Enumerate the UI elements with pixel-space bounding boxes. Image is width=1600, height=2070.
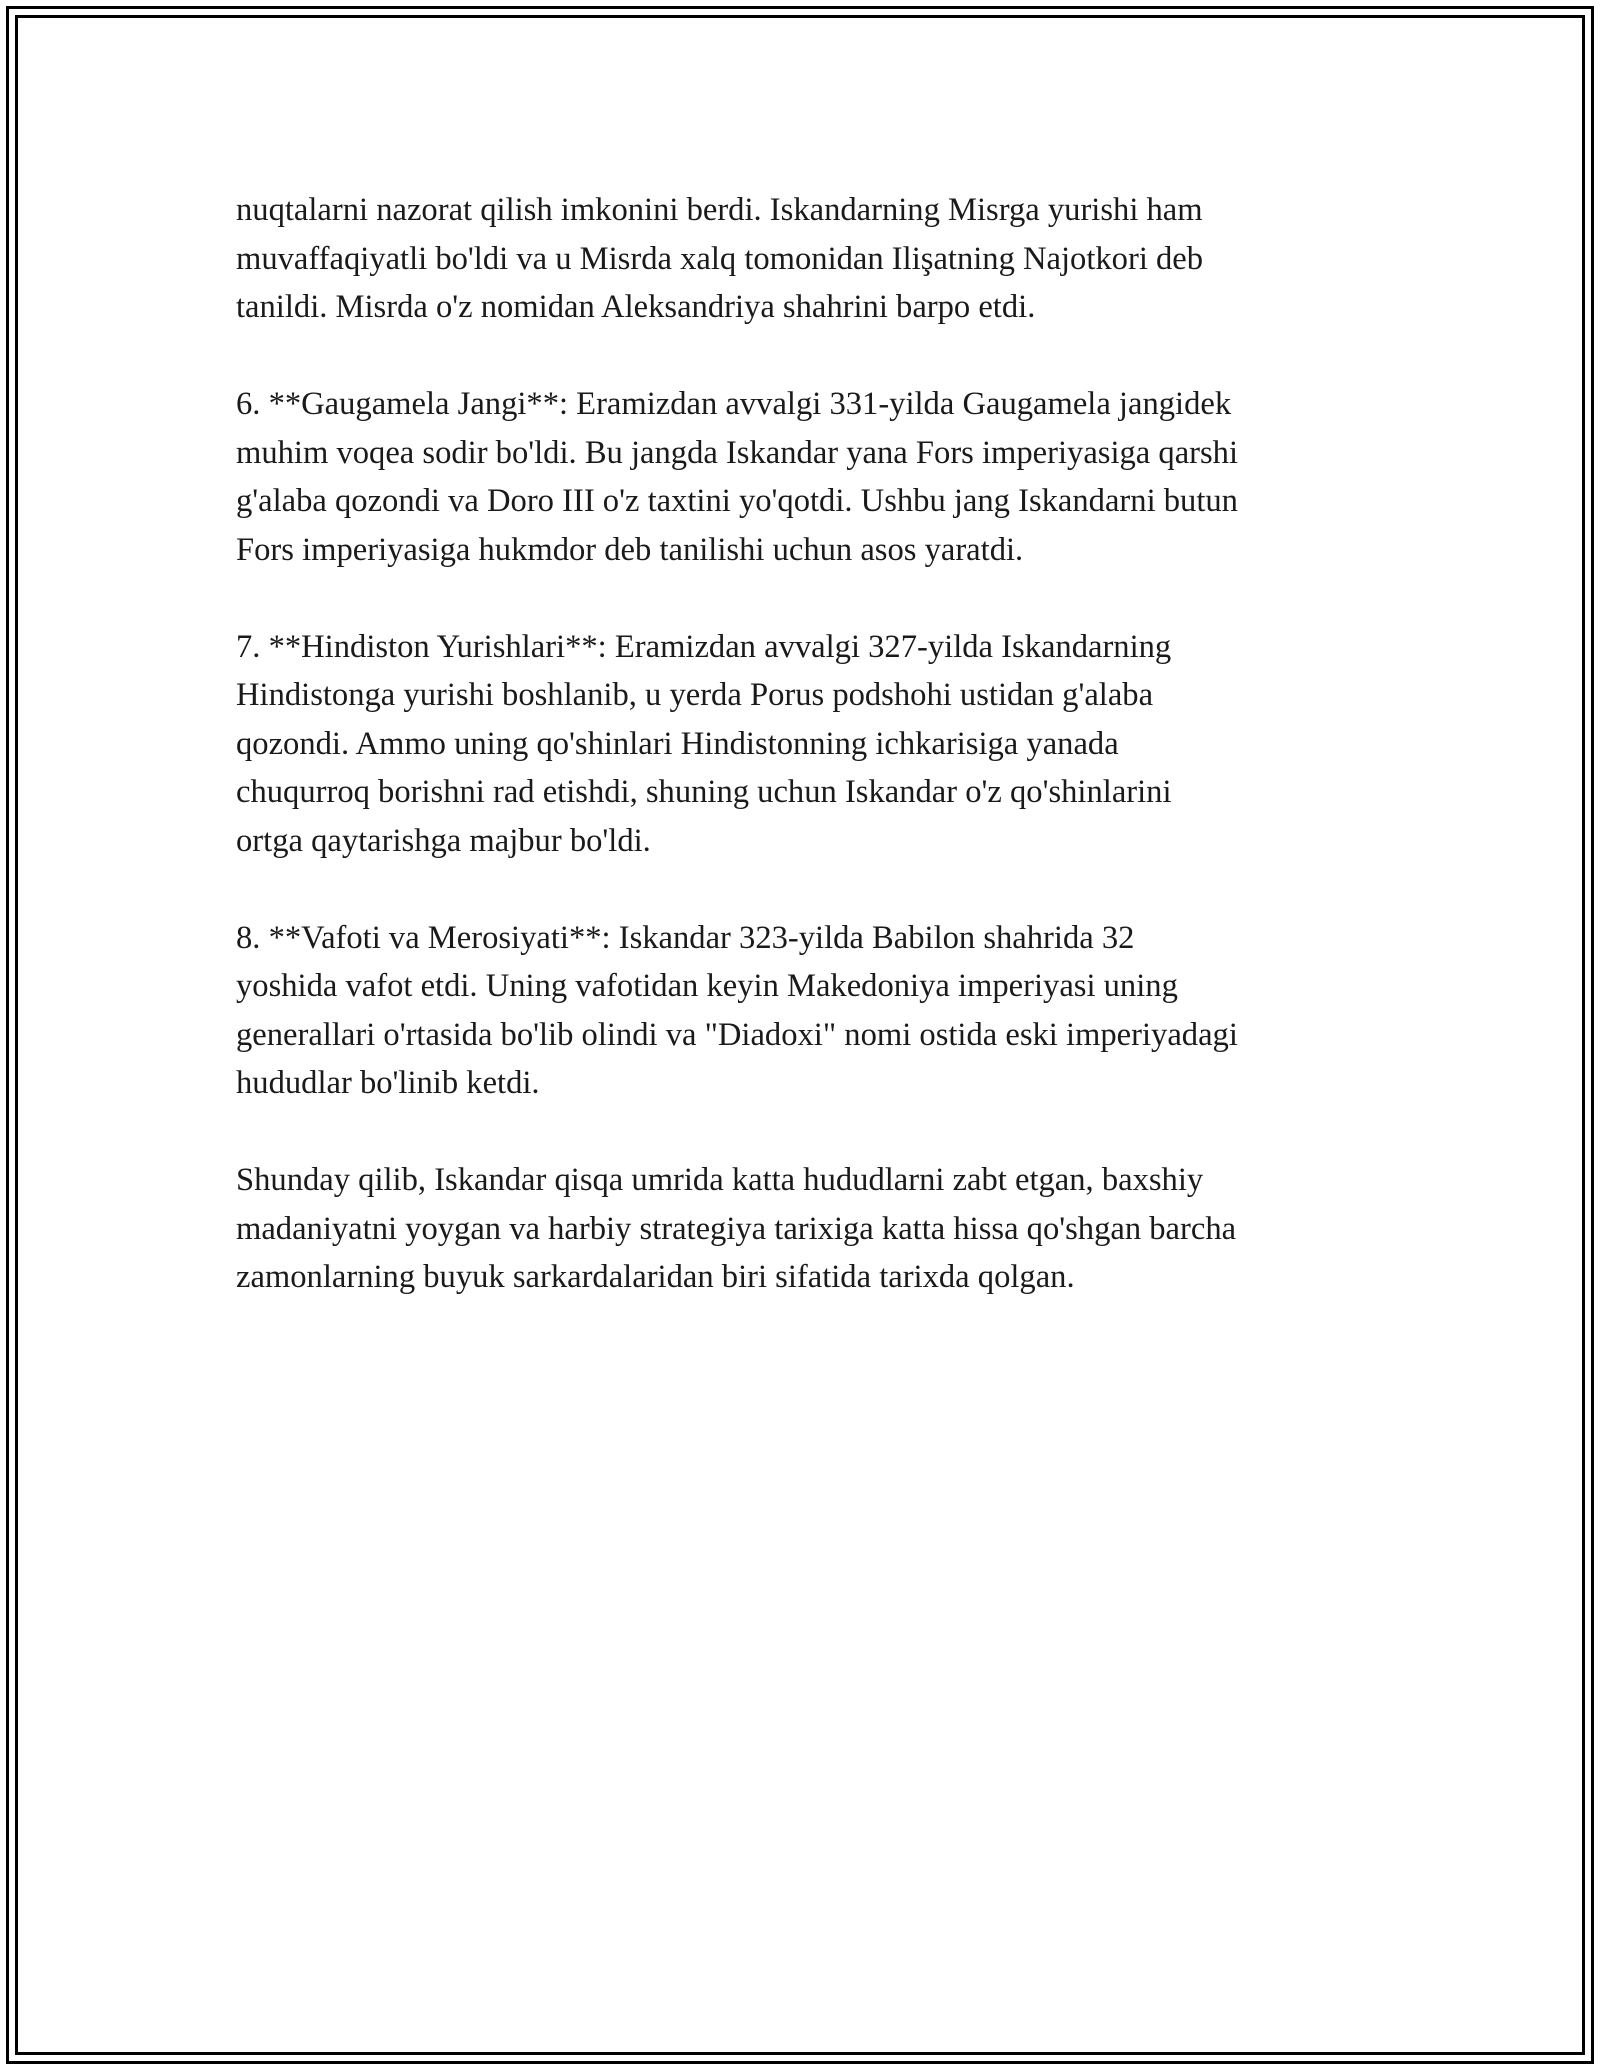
paragraph-legacy [236, 914, 1376, 1108]
text-line: 8. **Vafoti va Merosiyati**: Iskandar 323-yilda Babilon shahrida 32 [236, 919, 1135, 956]
text-line: zamonlarning buyuk sarkardalaridan biri sifatida tarixda qolgan. [236, 1259, 1075, 1295]
text-line: Fors imperiyasiga hukmdor deb tanilishi uchun asos yaratdi. [236, 531, 1024, 568]
paragraph-egypt [236, 186, 1376, 332]
text-line: generallari o'rtasida bo'lib olindi va "Diadoxi" nomi ostida eski imperiyadagi [236, 1016, 1238, 1053]
paragraph-india [236, 623, 1376, 866]
text-line: hududlar bo'linib ketdi. [236, 1065, 540, 1101]
text-line: muhim voqea sodir bo'ldi. Bu jangda Iskandar yana Fors imperiyasiga qarshi [236, 434, 1239, 471]
text-line: Hindistonga yurishi boshlanib, u yerda Porus podshohi ustidan g'alaba [236, 677, 1154, 713]
text-line: chuqurroq borishni rad etishdi, shuning uchun Iskandar o'z qo'shinlarini [236, 774, 1172, 810]
text-line: qozondi. Ammo uning qo'shinlari Hindistonning ichkarisiga yanada [236, 725, 1119, 762]
text-line: madaniyatni yoygan va harbiy strategiya tarixiga katta hissa qo'shgan barcha [236, 1210, 1237, 1247]
text-line: 7. **Hindiston Yurishlari**: Eramizdan avvalgi 327-yilda Iskandarning [236, 628, 1172, 665]
text-line: yoshida vafot etdi. Uning vafotidan keyin Makedoniya imperiyasi uning [236, 968, 1178, 1004]
text-line: ortga qaytarishga majbur bo'ldi. [236, 822, 651, 859]
text-line: nuqtalarni nazorat qilish imkonini berdi. Iskandarning Misrga yurishi ham [236, 192, 1203, 228]
paragraph-conclusion [236, 1156, 1376, 1302]
text-line: 6. **Gaugamela Jangi**: Eramizdan avvalgi 331-yilda Gaugamela jangidek [236, 386, 1232, 422]
text-line: tanildi. Misrda o'z nomidan Aleksandriya shahrini barpo etdi. [236, 289, 1036, 325]
paragraph-gaugamela [236, 380, 1376, 574]
text-line: muvaffaqiyatli bo'ldi va u Misrda xalq tomonidan Ilişatning Najotkori deb [236, 240, 1204, 277]
text-line: Shunday qilib, Iskandar qisqa umrida katta hududlarni zabt etgan, baxshiy [236, 1162, 1204, 1198]
text-line: g'alaba qozondi va Doro III o'z taxtini yo'qotdi. Ushbu jang Iskandarni butun [236, 483, 1238, 519]
document-body [236, 186, 1376, 1350]
